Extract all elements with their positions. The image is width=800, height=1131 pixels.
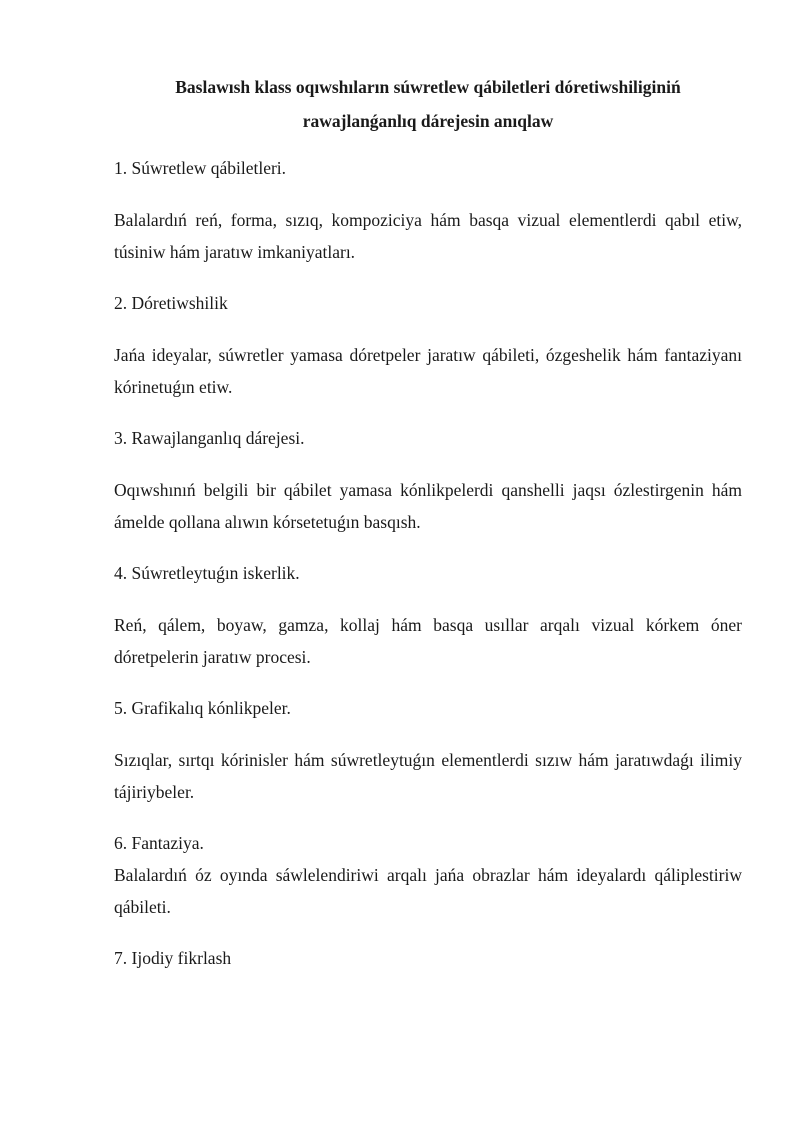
section-1-text: Balalardıń reń, forma, sızıq, kompoziciya hám basqa vizual elementlerdi qabıl etiw, túsiniw hám jaratıw imkaniyatları. <box>114 210 742 262</box>
section-5-heading: 5. Grafikalıq kónlikpeler. <box>114 698 291 718</box>
section-2-heading: 2. Dóretiwshilik <box>114 293 228 313</box>
section-5-text: Sızıqlar, sırtqı kórinisler hám súwretleytuǵın elementlerdi sızıw hám jaratıwdaǵı ilimiy tájiriybeler. <box>114 750 742 802</box>
title-line-2: rawajlanǵanlıq dárejesin anıqlaw <box>302 111 554 131</box>
section-6-text: Balalardıń óz oyında sáwlelendiriwi arqalı jańa obrazlar hám ideyalardı qáliplestiriw qábileti. <box>114 865 742 917</box>
title-line-1: Baslawısh klass oqıwshıların súwretlew qábiletleri dóretiwshiliginiń <box>175 77 681 97</box>
section-2-text: Jańa ideyalar, súwretler yamasa dóretpeler jaratıw qábileti, ózgeshelik hám fantaziyanı kórinetuǵın etiw. <box>114 345 742 397</box>
section-6-heading: 6. Fantaziya. <box>114 833 204 853</box>
section-4-text: Reń, qálem, boyaw, gamza, kollaj hám basqa usıllar arqalı vizual kórkem óner dóretpelerin jaratıw procesi. <box>114 615 742 667</box>
section-1-heading: 1. Súwretlew qábiletleri. <box>114 158 287 178</box>
section-3-text: Oqıwshınıń belgili bir qábilet yamasa kónlikpelerdi qanshelli jaqsı ózlestirgenin hám ámelde qollana alıwın kórsetetuǵın basqısh. <box>114 480 742 532</box>
document-title <box>114 70 742 138</box>
section-4-heading: 4. Súwretleytuǵın iskerlik. <box>114 563 300 583</box>
section-7-heading: 7. Ijodiy fikrlash <box>114 948 232 968</box>
document-page <box>114 70 742 994</box>
section-3-heading: 3. Rawajlanganlıq dárejesi. <box>114 428 305 448</box>
